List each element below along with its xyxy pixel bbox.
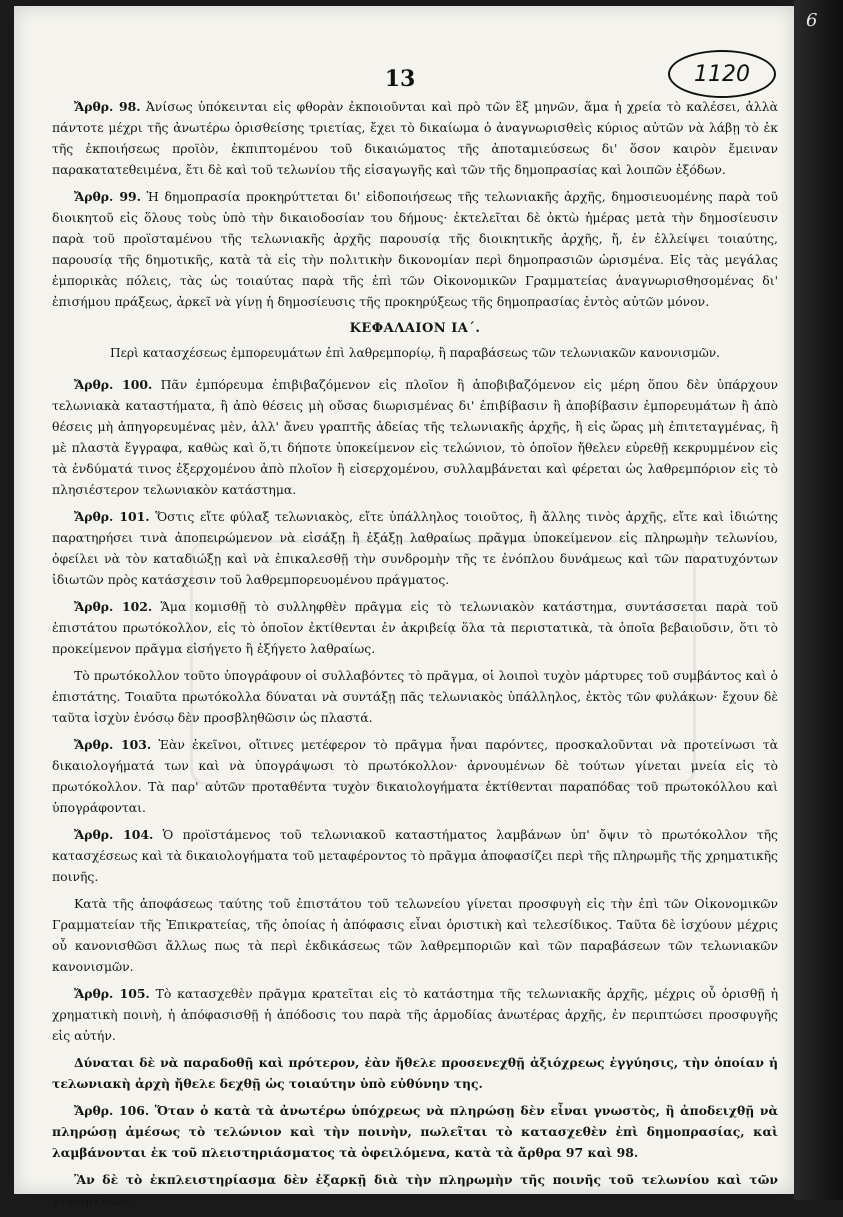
paragraph-article-104 — [52, 824, 778, 887]
article-text: Ἅμα κομισθῇ τὸ συλληφθὲν πρᾶγμα εἰς τὸ τελωνιακὸν κατάστημα, συντάσσεται παρὰ τοῦ ἐπιστάτου πρωτόκολλον, εἰς τὸ ὁποῖον ἐκτίθενται ἐν ἀκριβείᾳ ὅλα τὰ περιστατικὰ, τὰ ὁποῖα βεβαιοῦσιν, ὅτι τὸ προκείμενον πρᾶγμα εἰσήγετο ἢ ἐξήγετο λαθραίως. — [52, 599, 778, 656]
article-number: Ἄρθρ. 101. — [74, 509, 150, 524]
paragraph-appeal — [52, 893, 778, 977]
document-body — [52, 96, 778, 1217]
paragraph-article-103 — [52, 734, 778, 818]
article-text: Τὸ κατασχεθὲν πρᾶγμα κρατεῖται εἰς τὸ κατάστημα τῆς τελωνιακῆς ἀρχῆς, μέχρις οὗ ὁρισθῇ ἡ χρηματικὴ ποινὴ, ἡ ἀπόφασισθῇ ἡ ἀπόδοσις του παρὰ τῆς ἁρμοδίας ἀνωτέρας ἀρχῆς, ἐν περιπτώσει προσφυγῆς εἰς αὐτήν. — [52, 986, 779, 1043]
article-text: Ὁ προϊστάμενος τοῦ τελωνιακοῦ καταστήματος λαμβάνων ὑπ' ὄψιν τὸ πρωτόκολλον τῆς κατασχέσεως καὶ τὰ δικαιολογήματα τοῦ μεταφέροντος τὸ πρᾶγμα ἀποφασίζει περὶ τῆς πληρωμῆς τῆς χρηματικῆς ποινῆς. — [52, 827, 778, 884]
paragraph-text: Ἂν δὲ τὸ ἐκπλειστηρίασμα δὲν ἐξαρκῇ διὰ τὴν πληρωμὴν τῆς ποινῆς τοῦ τελωνίου καὶ τῶν γενομένων — [52, 1172, 778, 1208]
paragraph-guarantee — [52, 1052, 778, 1094]
chapter-subheading: Περὶ κατασχέσεως ἐμπορευμάτων ἐπὶ λαθρεμπορίῳ, ἢ παραβάσεως τῶν τελωνιακῶν κανονισμῶν. — [109, 346, 721, 360]
article-number: Ἄρθρ. 102. — [74, 599, 153, 614]
paragraph-article-102 — [52, 596, 778, 659]
paragraph-article-101 — [52, 506, 778, 590]
paragraph-text: Κατὰ τῆς ἀποφάσεως ταύτης τοῦ ἐπιστάτου τοῦ τελωνείου γίνεται προσφυγὴ εἰς τὴν ἐπὶ τῶν Οἰκονομικῶν Γραμματείαν τῆς Ἐπικρατείας, τῆς ὁποίας ἡ ἀπόφασις εἶναι ὁριστικὴ καὶ τελεσίδικος. Ταῦτα δὲ ἰσχύουν μέχρις οὗ κανονισθῶσι ἄλλως πως τὰ περὶ ἐκδικάσεως τῶν λαθρεμποριῶν καὶ τῶν παραβάσεων τῶν τελωνιακῶν κανονισμῶν. — [52, 896, 778, 974]
article-number: Ἄρθρ. 104. — [74, 827, 154, 842]
article-text: Ἐὰν ἐκεῖνοι, οἵτινες μετέφερον τὸ πρᾶγμα ἦναι παρόντες, προσκαλοῦνται νὰ προτείνωσι τὰ δικαιολογήματά των καὶ νὰ ὑπογράψωσι τὸ πρωτόκολλον· ἀρνουμένων δὲ τούτων γίνεται μνεία εἰς τὸ πρωτόκολλον. Τὰ παρ' αὐτῶν προταθέντα τυχὸν δικαιολογήματα ἐκτίθενται παραπόδας τοῦ πρωτοκόλλου καὶ ὑπογράφονται. — [52, 737, 778, 815]
paragraph-article-105 — [52, 983, 778, 1046]
article-number: Ἄρθρ. 103. — [74, 737, 152, 752]
archive-stamp: 1120 — [668, 50, 776, 98]
paragraph-article-100 — [52, 374, 778, 500]
paragraph-protocol — [52, 665, 778, 728]
chapter-heading: ΚΕΦΑΛΑΙΟΝ ΙΑ΄. — [349, 321, 481, 336]
paragraph-article-106 — [52, 1100, 778, 1163]
article-text: Ἀνίσως ὑπόκεινται εἰς φθορὰν ἐκποιοῦνται καὶ πρὸ τῶν ἓξ μηνῶν, ἅμα ἡ χρεία τὸ καλέσει, ἀλλὰ πάντοτε μέχρι τῆς ἀνωτέρω ὁρισθείσης τριετίας, ἔχει τὸ δικαίωμα ὁ ἀναγνωρισθεὶς κύριος αὐτῶν νὰ λάβῃ τὸ ἐκ τῆς ἐκποιήσεως προϊὸν, ἐκπιπτομένου τοῦ δικαιώματος τῆς ἀποταμιεύσεως δι' ὅσον καιρὸν ἔμειναν παρακατατεθειμένα, ἔτι δὲ καὶ τοῦ τελωνίου τῆς εἰσαγωγῆς καὶ τῶν τῆς δημοπρασίας καὶ λοιπῶν ἐξόδων. — [52, 99, 778, 177]
paragraph-article-99 — [52, 186, 778, 312]
article-text: Ὅστις εἴτε φύλαξ τελωνιακὸς, εἴτε ὑπάλληλος τοιοῦτος, ἢ ἄλλης τινὸς ἀρχῆς, εἴτε καὶ ἰδιώτης παρατηρήσει τινὰ ἀποπειρώμενον νὰ εἰσάξῃ ἢ ἐξάξῃ λαθραίως πρᾶγμα ὑποκείμενον εἰς πληρωμὴν τελωνίου, ὀφείλει νὰ τὸν καταδιώξῃ καὶ νὰ ἐπικαλεσθῇ τὴν συνδρομὴν τῆς τε ἐνόπλου δυνάμεως καὶ τῶν παρατυχόντων ἰδιωτῶν πρὸς κατάσχεσιν τοῦ λαθρεμπορευομένου πράγματος. — [52, 509, 778, 587]
article-number: Ἄρθρ. 99. — [74, 189, 141, 204]
article-text: Πᾶν ἐμπόρευμα ἐπιβιβαζόμενον εἰς πλοῖον ἢ ἀποβιβαζόμενον εἰς μέρη ὅπου δὲν ὑπάρχουν τελωνιακὰ καταστήματα, ἢ ἀπὸ θέσεις μὴ οὔσας διωρισμένας δι' ἐπιβίβασιν ἢ ἀποβίβασιν ἐμπορευμάτων ἢ ἀπὸ θέσεις μὴ ἀπηγορευμένας μὲν, ἀλλ' ἄνευ γραπτῆς ἀδείας τῆς τελωνιακῆς ἀρχῆς, ἢ εἰς ὥρας μὴ ἐπιτεταγμένας, ἢ μὲ πλαστὰ ἔγγραφα, καθὼς καὶ ὅ,τι δήποτε ὑποκείμενον εἰς τελώνιον, τὸ ὁποῖον ἤθελεν εὑρεθῇ κεκρυμμένον εἰς τὰ ἐνδύματά τινος ἐξερχομένου ἀπὸ πλοῖον ἢ εἰσερχομένου, συλλαμβάνεται καὶ φέρεται ὡς λαθρεμπόριον εἰς τὸ πλησιέστερον τελωνιακὸν κατάστημα. — [52, 377, 778, 497]
paragraph-text: Δύναται δὲ νὰ παραδοθῇ καὶ πρότερον, ἐὰν ἤθελε προσενεχθῇ ἀξιόχρεως ἐγγύησις, τὴν ὁποίαν ἡ τελωνιακὴ ἀρχὴ ἤθελε δεχθῇ ὡς τοιαύτην ὑπὸ εὐθύνην της. — [52, 1055, 778, 1091]
article-number: Ἄρθρ. 100. — [74, 377, 153, 392]
corner-mark: 6 — [806, 10, 818, 31]
paragraph-text: Τὸ πρωτόκολλον τοῦτο ὑπογράφουν οἱ συλλαβόντες τὸ πρᾶγμα, οἱ λοιποὶ τυχὸν μάρτυρες τοῦ συμβάντος καὶ ὁ ἐπιστάτης. Τοιαῦτα πρωτόκολλα δύναται νὰ συντάξῃ πᾶς τελωνιακὸς ὑπάλληλος, ἐκτὸς τῶν φυλάκων· ἔχουν δὲ ταῦτα ἰσχὺν ἐνόσῳ δὲν προσβληθῶσιν ὡς πλαστά. — [52, 668, 778, 725]
scan-border — [794, 0, 843, 1200]
article-text: Ἡ δημοπρασία προκηρύττεται δι' εἰδοποιήσεως τῆς τελωνιακῆς ἀρχῆς, δημοσιευομένης παρὰ τοῦ διοικητοῦ εἰς ὅλους τοὺς ὑπὸ τὴν δικαιοδοσίαν του δήμους· ἐκτελεῖται δὲ ὀκτὼ ἡμέρας μετὰ τὴν δημοσίευσιν παρὰ τοῦ προϊσταμένου τῆς τελωνιακῆς ἀρχῆς παρουσίᾳ τῆς διοικητικῆς ἀρχῆς, ἤ, ἐν ἐλλείψει τοιαύτης, παρουσίᾳ τῆς δημοτικῆς, κατὰ τὰ εἰς τὴν πολιτικὴν δικονομίαν περὶ δημοπρασιῶν ὡρισμένα. Εἰς τὰς μεγάλας ἐμπορικὰς πόλεις, τὰς ὡς τοιαύτας παρὰ τῆς ἐπὶ τῶν Οἰκονομικῶν Γραμματείας ἀναγνωρισθησομένας δι' ἐπισήμου πράξεως, ἀρκεῖ νὰ γίνῃ ἡ δημοσίευσις τῆς προκηρύξεως τῆς δημοπρασίας ἐντὸς αὐτῶν μόνον. — [52, 189, 778, 309]
article-number: Ἄρθρ. 98. — [74, 99, 141, 114]
article-text: Ὅταν ὁ κατὰ τὰ ἀνωτέρω ὑπόχρεως νὰ πληρώσῃ δὲν εἶναι γνωστὸς, ἢ ἀποδειχθῇ νὰ πληρώσῃ ἀμέσως τὸ τελώνιον καὶ τὴν ποινὴν, πωλεῖται τὸ κατασχεθὲν ἐπὶ δημοπρασίας, καὶ λαμβάνονται ἐκ τοῦ πλειστηριάσματος τὰ ὀφειλόμενα, κατὰ τὰ ἄρθρα 97 καὶ 98. — [52, 1103, 778, 1160]
paragraph-auction-proceeds — [52, 1169, 778, 1211]
article-number: Ἄρθρ. 105. — [74, 986, 150, 1001]
paragraph-article-98 — [52, 96, 778, 180]
article-number: Ἄρθρ. 106. — [74, 1103, 150, 1118]
page-number: 13 — [384, 66, 416, 92]
